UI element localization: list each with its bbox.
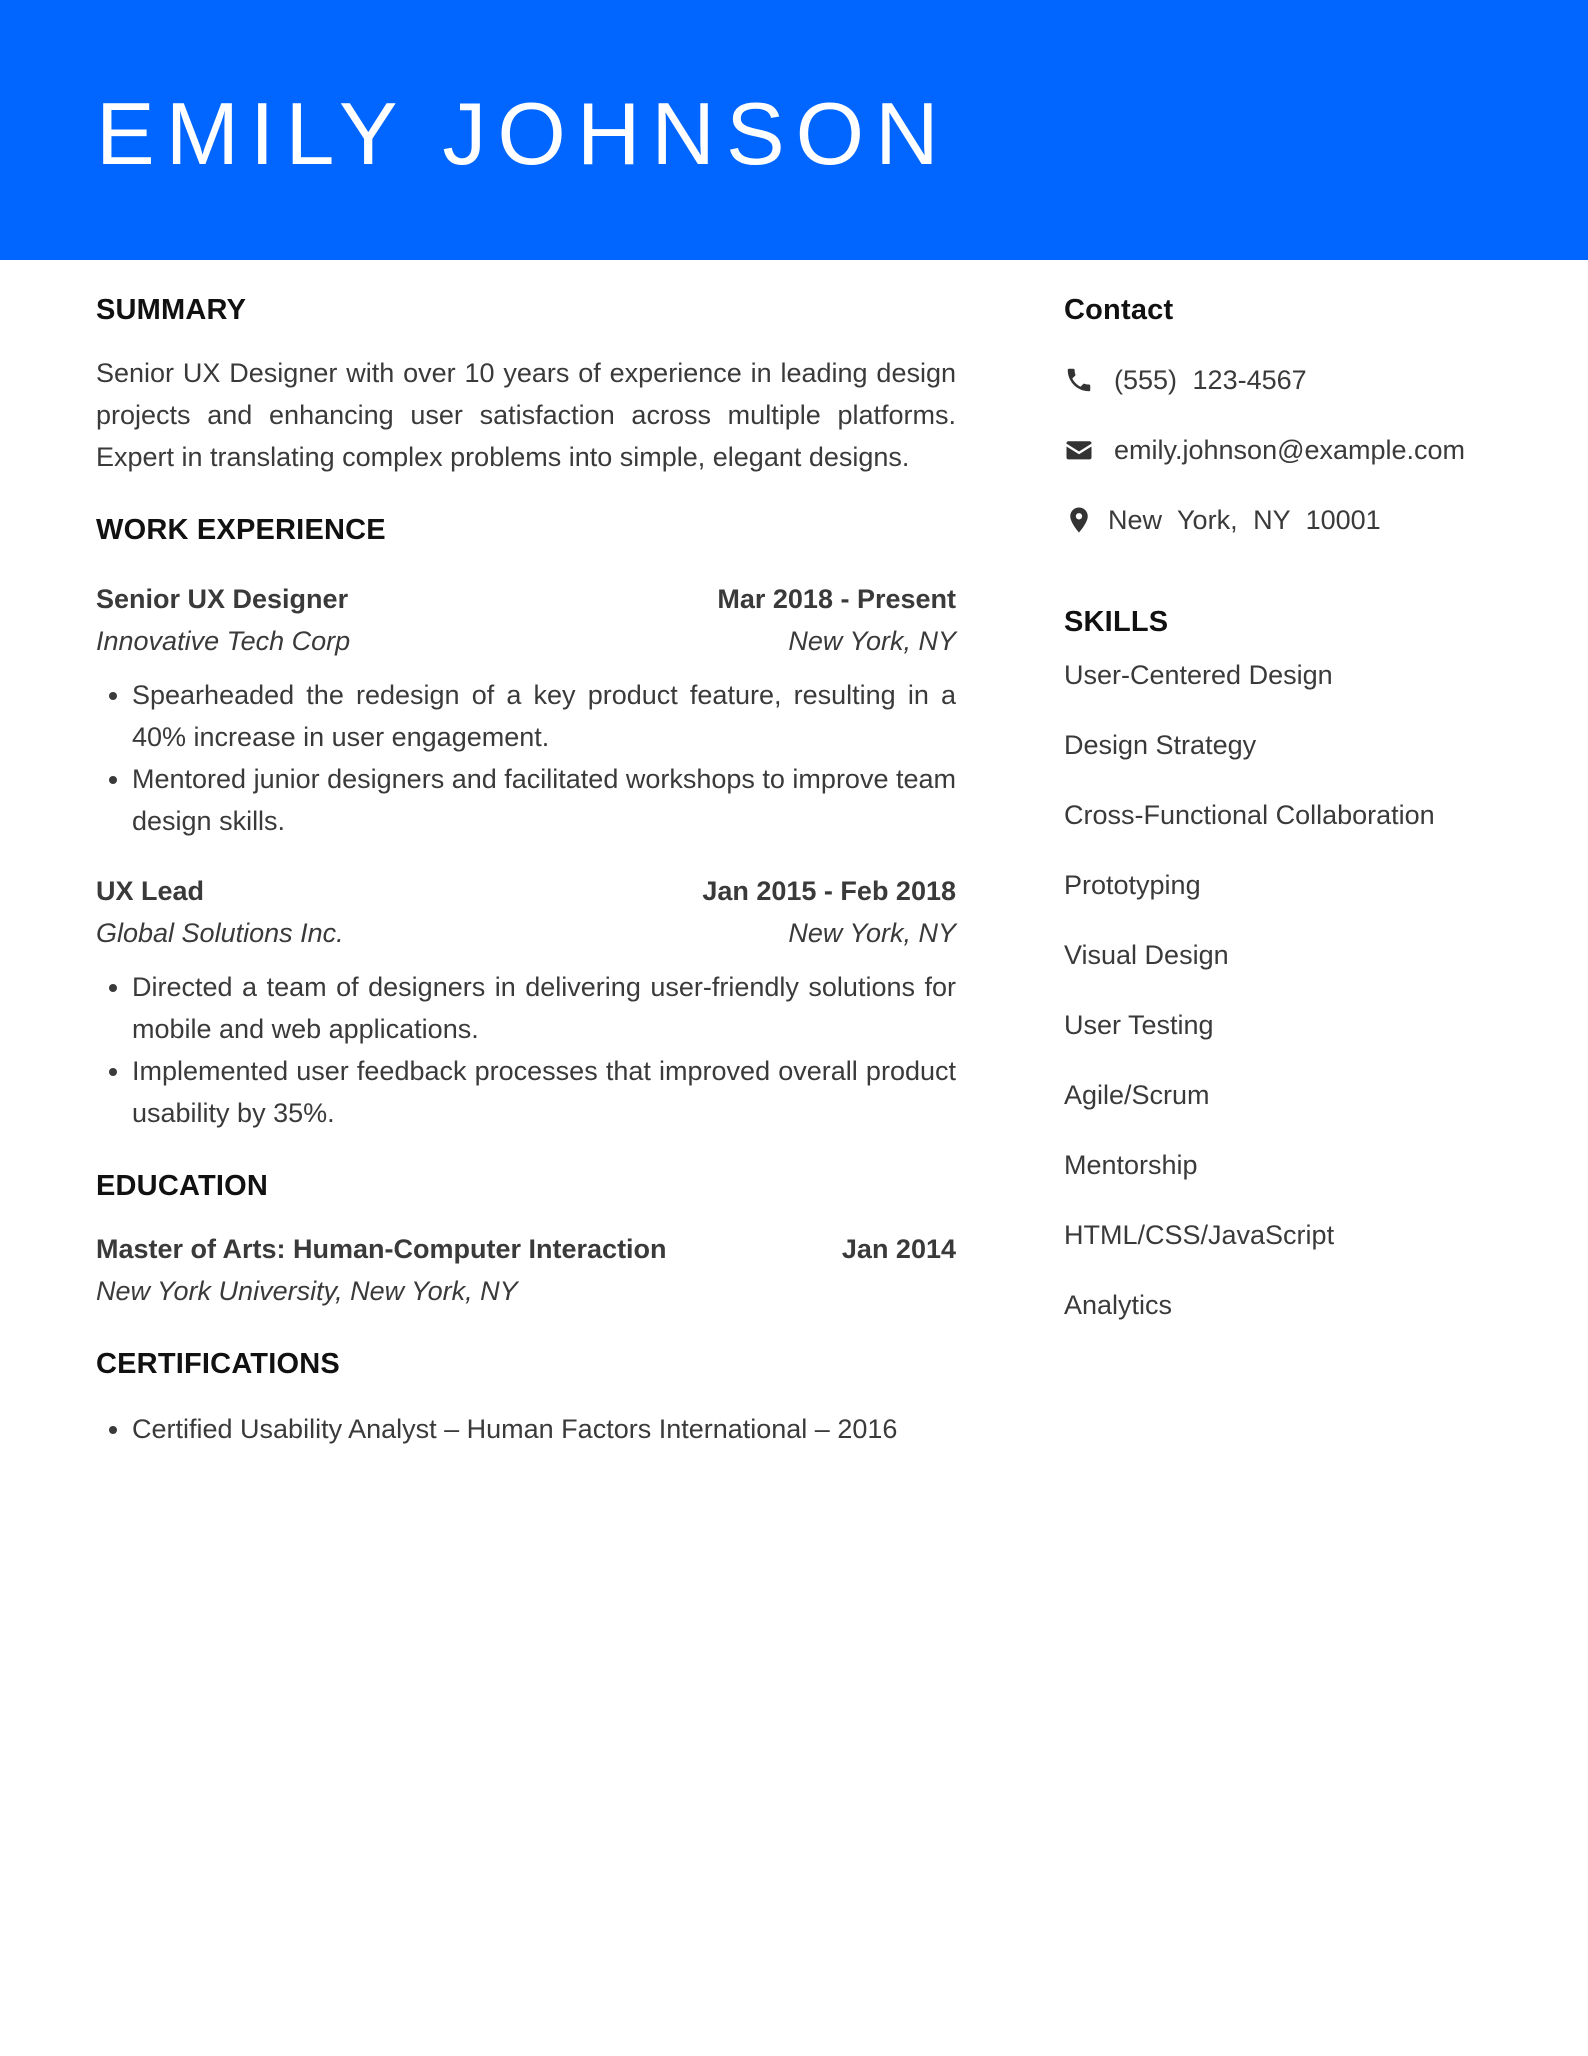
skill-item: Prototyping — [1064, 870, 1201, 900]
contact-email — [1064, 430, 1504, 470]
skill-item: Mentorship — [1064, 1150, 1198, 1180]
envelope-icon — [1064, 435, 1094, 465]
job-bullet: • Spearheaded the redesign of a key product feature, resulting in a 40% increase in user engagement. — [132, 674, 956, 758]
school-name: New York University, New York, NY — [96, 1276, 518, 1306]
contact-location — [1064, 500, 1504, 540]
degree-date: Jan 2014 — [841, 1234, 956, 1264]
job-dates: Mar 2018 - Present — [717, 584, 956, 614]
summary-heading: SUMMARY — [96, 294, 247, 326]
skill-item: Design Strategy — [1064, 730, 1257, 760]
job-location: New York, NY — [788, 626, 956, 656]
job-dates: Jan 2015 - Feb 2018 — [702, 876, 956, 906]
contact-heading: Contact — [1064, 294, 1174, 326]
job-company: Global Solutions Inc. — [96, 918, 344, 948]
candidate-name: EMILY JOHNSON — [96, 84, 950, 183]
phone-icon — [1064, 365, 1094, 395]
job-entry — [96, 578, 956, 842]
job-company: Innovative Tech Corp — [96, 626, 351, 656]
job-bullet: • Directed a team of designers in delivering user-friendly solutions for mobile and web applications. — [132, 966, 956, 1050]
skills-heading: SKILLS — [1064, 606, 1169, 638]
skill-item: Cross-Functional Collaboration — [1064, 800, 1435, 830]
skills-list — [1064, 654, 1504, 1326]
skills-section — [1064, 602, 1504, 1326]
skill-item: HTML/CSS/JavaScript — [1064, 1220, 1335, 1250]
job-bullet: • Mentored junior designers and facilitated workshops to improve team design skills. — [132, 758, 956, 842]
skill-item: Agile/Scrum — [1064, 1080, 1210, 1110]
certifications-list — [96, 1408, 956, 1450]
certifications-section — [96, 1344, 956, 1450]
education-section — [96, 1166, 956, 1312]
location-text: New York, NY 10001 — [1108, 504, 1381, 535]
summary-section — [96, 290, 956, 478]
work-experience-heading: WORK EXPERIENCE — [96, 514, 386, 546]
degree-title: Master of Arts: Human-Computer Interaction — [96, 1234, 667, 1264]
certification-item: • Certified Usability Analyst – Human Factors International – 2016 — [132, 1408, 956, 1450]
job-bullets — [96, 966, 956, 1134]
job-entry — [96, 870, 956, 1134]
phone-number[interactable]: (555) 123-4567 — [1114, 364, 1307, 395]
email-address[interactable]: emily.johnson@example.com — [1114, 434, 1466, 465]
job-title: Senior UX Designer — [96, 584, 349, 614]
sidebar-column — [1064, 290, 1504, 1354]
job-bullets — [96, 674, 956, 842]
job-title: UX Lead — [96, 876, 205, 906]
skill-item: User Testing — [1064, 1010, 1214, 1040]
header-banner — [0, 0, 1588, 260]
job-location: New York, NY — [788, 918, 956, 948]
main-column — [96, 290, 956, 1450]
summary-text: Senior UX Designer with over 10 years of experience in leading design projects and enhancing user satisfaction across multiple platforms. Expert in translating complex problems into simple, elegant designs. — [96, 358, 956, 472]
work-experience-section — [96, 510, 956, 1134]
map-pin-icon — [1064, 505, 1094, 535]
skill-item: Analytics — [1064, 1290, 1173, 1320]
education-heading: EDUCATION — [96, 1170, 269, 1202]
contact-section — [1064, 290, 1504, 540]
skill-item: Visual Design — [1064, 940, 1229, 970]
certifications-heading: CERTIFICATIONS — [96, 1348, 340, 1380]
skill-item: User-Centered Design — [1064, 660, 1333, 690]
job-bullet: • Implemented user feedback processes that improved overall product usability by 35%. — [132, 1050, 956, 1134]
contact-phone — [1064, 360, 1504, 400]
